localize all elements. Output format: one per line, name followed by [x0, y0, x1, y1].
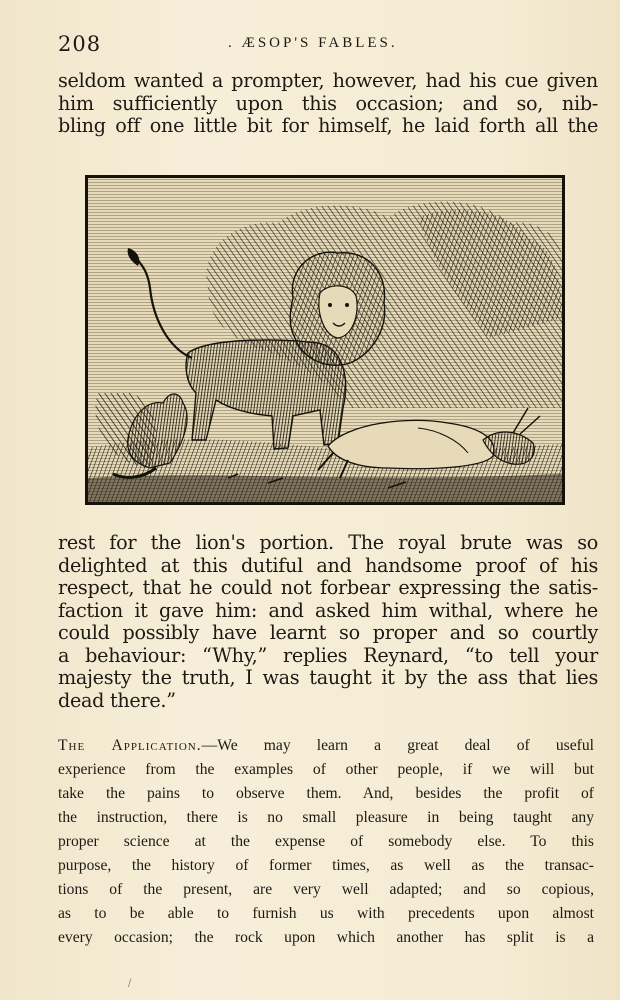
application-first-line-text: —We may learn a great deal of useful — [201, 737, 594, 754]
lion-fox-ass-woodcut — [88, 178, 562, 502]
application-line: take the pains to observe them. And, besides the profit of — [58, 785, 594, 802]
application-first-line — [58, 734, 594, 758]
page-number: 208 — [58, 32, 102, 56]
application-line: the instruction, there is no small pleasure in being taught any — [58, 809, 594, 826]
running-head: . ÆSOP'S FABLES. — [228, 35, 398, 51]
application-line: every occasion; the rock upon which another has split is a — [58, 929, 594, 946]
application-line: tions of the present, are very well adapted; and so copious, — [58, 881, 594, 898]
text-line: majesty the truth, I was taught it by the ass that lies — [58, 666, 598, 689]
fable-paragraph-top — [58, 70, 598, 138]
application-line: proper science at the expense of somebody else. To this — [58, 833, 594, 850]
application-heading: The Application. — [58, 737, 202, 754]
text-line: bling off one little bit for himself, he laid forth all the — [58, 114, 598, 137]
application-line: purpose, the history of former times, as well as the transac- — [58, 857, 594, 874]
text-line: seldom wanted a prompter, however, had his cue given — [58, 69, 598, 92]
stray-ink-mark: / — [128, 978, 132, 989]
text-line: him sufficiently upon this occasion; and so, nib- — [58, 91, 598, 115]
application-line: as to be able to furnish us with precedents upon almost — [58, 905, 594, 922]
text-line: a behaviour: “Why,” replies Reynard, “to tell your — [58, 643, 598, 667]
application-line: experience from the examples of other people, if we will but — [58, 761, 594, 778]
text-line: dead there.” — [58, 688, 176, 712]
fable-paragraph-bottom — [58, 532, 598, 712]
text-line: delighted at this dutiful and handsome proof of his — [58, 553, 598, 577]
woodcut-illustration — [85, 175, 565, 505]
text-line: could possibly have learnt so proper and so courtly — [58, 621, 598, 644]
page-header — [58, 32, 592, 56]
application-section — [58, 734, 594, 950]
text-line: respect, that he could not forbear expressing the satis- — [58, 576, 598, 599]
text-line: rest for the lion's portion. The royal brute was so — [58, 531, 598, 554]
text-line: faction it gave him: and asked him withal, where he — [58, 598, 598, 622]
